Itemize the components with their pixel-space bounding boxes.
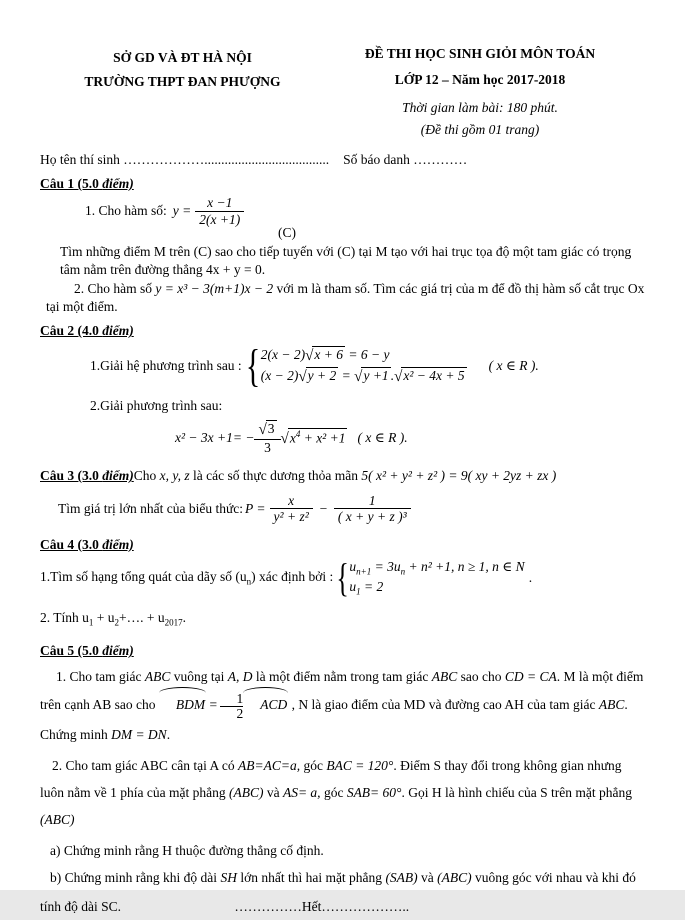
text-run: CD = CA (504, 669, 557, 685)
cau4-item2-c: +…. + u (119, 610, 165, 626)
radical (281, 428, 348, 448)
radicand (288, 428, 348, 447)
text-run: . M là một điểm trên cạnh AB sao cho (40, 669, 644, 713)
candidate-name-label: Họ tên thí sinh ………………..................................... (40, 152, 330, 167)
recurrence-line-1 (349, 559, 524, 577)
cau4-item1-b: ) xác định bởi : (251, 568, 334, 584)
fraction-denominator: 3 (254, 439, 280, 456)
text-run: ABC (431, 669, 458, 685)
sequence-subscript: n (246, 576, 252, 587)
radical (354, 367, 391, 385)
text-run: = (206, 697, 221, 713)
section-cau5 (40, 643, 645, 920)
sqrt-sign: √ (305, 348, 314, 365)
text-run: lớn nhất thì hai mặt phẳng (236, 869, 386, 885)
rhs-b: + n² +1, n ≥ 1, n ∈ N (405, 558, 525, 574)
text-run: 1. Cho tam giác (56, 669, 145, 685)
cau5-heading-label: Câu 5 (5.0 (40, 643, 103, 659)
subscript: n+1 (356, 566, 372, 577)
eq2-lhs: (x − 2) (260, 368, 299, 384)
subscript: 2017 (164, 617, 183, 628)
left-brace: { (336, 554, 350, 600)
fraction-denominator: 2(x +1) (195, 211, 244, 228)
text-run: và (263, 784, 283, 800)
cau1-heading-points: điểm) (102, 176, 134, 191)
sqrt-sign: √ (280, 431, 289, 448)
text-run: ABC (598, 697, 625, 713)
text-run: góc (320, 784, 347, 800)
sqrt-sign: √ (298, 369, 307, 386)
text-run: (ABC) (228, 784, 264, 800)
radical (305, 346, 345, 364)
cau5-part-b-tail: tính độ dài SC. (40, 898, 122, 914)
fraction-numerator: x (288, 492, 295, 508)
cau4-item2 (40, 609, 645, 629)
cau2-item1-label: 1.Giải hệ phương trình sau : (90, 357, 242, 373)
radicand: y +1 (363, 368, 389, 384)
cau3-heading-points: điểm) (102, 468, 134, 484)
text-run: . Chứng minh (40, 697, 628, 742)
cau2-equation-row (175, 420, 645, 455)
cau4-heading (40, 537, 645, 553)
sqrt3-over-3-fraction (254, 420, 280, 455)
eq2-equals: = (338, 368, 355, 384)
radicand: 3 (267, 421, 275, 437)
text-run: DM = DN (111, 726, 167, 742)
text-run: ABC (144, 669, 171, 685)
text-run: ACD (243, 690, 288, 718)
system-lines (261, 346, 467, 385)
text-run: (SAB) (385, 869, 418, 885)
candidate-id-label: Số báo danh ………… (343, 152, 468, 167)
sqrt-sign: √ (258, 422, 267, 439)
sentence-period: . (528, 569, 533, 585)
text-run: AS= a, (282, 784, 321, 800)
subscript: n (400, 566, 406, 577)
cau1-item1-text: Tìm những điểm M trên (C) sao cho tiếp tuyến với (C) tại M tạo với hai trục tọa độ một tam giác có trọng tâm nằm trên đường thẳng 4x + y = 0. (60, 244, 632, 277)
text-run: . Điểm S thay đổi trong không gian nhưng luôn nằm về 1 phía của mặt phẳng (40, 757, 622, 800)
cau1-function-lhs: y = (172, 203, 192, 219)
cau3-condition: 5( x² + y² + z² ) = 9( xy + 2yz + zx ) (361, 468, 557, 484)
text-run: vuông tại (170, 669, 228, 685)
exam-title-block (325, 46, 635, 138)
eq1-lhs: 2(x − 2) (260, 347, 306, 363)
section-cau3 (40, 467, 645, 525)
department-name: SỞ GD VÀ ĐT HÀ NỘI (113, 50, 252, 65)
u: u (349, 579, 357, 595)
cau3-text-a: Cho (133, 468, 160, 484)
text-run: A, D (227, 669, 253, 685)
equation-system (242, 340, 467, 392)
cau2-system-row (40, 340, 645, 392)
radicand: y + 2 (307, 368, 337, 384)
rhs-a: = 3u (371, 558, 401, 574)
system-line-1 (261, 346, 467, 364)
fraction-numerator: 1 (368, 492, 376, 508)
text-run: . Gọi H là hình chiếu của S trên mặt phẳng (401, 784, 633, 800)
radicand-b: + x² +1 (300, 430, 346, 446)
text-run: (ABC) (40, 811, 75, 827)
eq2-dot: . (390, 368, 395, 384)
radicand-exponent: 4 (295, 428, 301, 439)
cau5-part-a: a) Chứng minh rằng H thuộc đường thẳng cố định. (50, 842, 324, 858)
cau1-item2-text (40, 280, 645, 315)
cau3-expression-row (40, 493, 645, 525)
sqrt-sign: √ (394, 369, 403, 386)
section-cau2 (40, 323, 645, 455)
exam-title: ĐỀ THI HỌC SINH GIỎI MÔN TOÁN (364, 46, 596, 61)
cau4-item2-d: . (182, 610, 186, 626)
cau5-item1-text (40, 663, 645, 748)
cau4-item1-row (40, 554, 645, 600)
cau5-heading (40, 643, 645, 659)
equation-lhs: x² − 3x +1= − (175, 429, 255, 445)
issuer-block (40, 46, 325, 95)
fraction-numerator (254, 420, 280, 438)
cau5-heading-points: điểm) (102, 643, 134, 659)
text-run: AB=AC=a, (237, 757, 301, 773)
cau2-heading (40, 323, 645, 339)
text-run: (ABC) (437, 869, 472, 885)
cau5-part-b (40, 864, 645, 891)
grade-year: LỚP 12 – Năm học 2017-2018 (394, 72, 566, 87)
cau4-heading-points: điểm) (102, 536, 134, 552)
cau3-find-label: Tìm giá trị lớn nhất của biểu thức: (58, 500, 244, 516)
cau1-heading (40, 176, 645, 192)
sqrt-sign: √ (354, 369, 363, 386)
cau1-function-fraction (195, 195, 244, 227)
cau4-item2-b: + u (93, 610, 115, 626)
text-run: SH (220, 869, 237, 885)
duration-note: Thời gian làm bài: 180 phút. (402, 100, 558, 115)
text-run: BDM (159, 690, 206, 718)
fraction-denominator: y² + z² (270, 508, 313, 525)
section-cau1 (40, 176, 645, 315)
cau1-item2-b: với m là tham số. Tìm các giá trị của m để đồ thị hàm số cắt trục Ox tại một điểm. (46, 281, 645, 314)
cau3-intro (40, 467, 645, 485)
end-of-exam-marker: ……………Hết……………….. (234, 898, 410, 914)
cau4-item1-a: 1.Tìm số hạng tổng quát của dãy số (u (40, 568, 247, 584)
P-fraction-1 (270, 493, 313, 525)
recurrence-line-2 (349, 579, 524, 597)
cau4-heading-label: Câu 4 (3.0 (40, 536, 103, 552)
radical (394, 367, 467, 385)
text-run: góc (300, 757, 327, 773)
school-name: TRƯỜNG THPT ĐAN PHƯỢNG (84, 74, 281, 90)
text-run: vuông góc với nhau và khi đó (471, 869, 636, 885)
subscript: 1 (356, 587, 361, 598)
candidate-line (40, 152, 645, 168)
text-run: là một điểm nằm trong tam giác (252, 669, 432, 685)
radical (258, 420, 276, 438)
cau3-text-b: là các số thực dương thỏa mãn (189, 468, 362, 484)
eq1-rhs: = 6 − y (345, 347, 390, 363)
text-run: SAB= 60° (346, 784, 402, 800)
cau3-heading (40, 468, 134, 483)
cau1-heading-label: Câu 1 (5.0 (40, 176, 103, 191)
cau1-item1 (40, 195, 645, 227)
cau3-variables: x, y, z (159, 468, 190, 484)
cau2-item2-label: 2.Giải phương trình sau: (90, 397, 223, 413)
domain-note: ( x ∈ R ). (357, 429, 408, 445)
text-run: và (417, 869, 438, 885)
closing-line (40, 893, 645, 920)
cau3-heading-label: Câu 3 (3.0 (40, 468, 103, 484)
fraction-denominator: ( x + y + z )³ (334, 508, 411, 525)
text-run: $\frac{1}{2}$ (220, 692, 243, 721)
pages-note: (Đề thi gồm 01 trang) (420, 122, 540, 137)
system-line-2 (261, 367, 467, 385)
curve-label: (C) (278, 225, 296, 241)
section-cau4 (40, 537, 645, 630)
u: u (349, 558, 357, 574)
subscript: 1 (88, 617, 94, 628)
text-run: . (166, 726, 171, 742)
radical (298, 367, 338, 385)
cau5-item2-text (40, 752, 645, 833)
text-run: sao cho (457, 669, 505, 685)
system-lines (349, 559, 524, 597)
radicand-a: x (289, 430, 296, 446)
value: = 2 (360, 579, 384, 595)
text-run: , N là giao điểm của MD và đường cao AH của tam giác (288, 697, 599, 713)
radicand: x + 6 (314, 347, 344, 363)
cau1-item2-a: 2. Cho hàm số (74, 281, 156, 297)
domain-note: ( x ∈ R ). (488, 357, 539, 373)
recurrence-system (333, 554, 525, 600)
text-run: b) Chứng minh rằng khi độ dài (50, 869, 221, 885)
cau1-item2-formula: y = x³ − 3(m+1)x − 2 (155, 281, 274, 297)
cau1-item1-label: 1. Cho hàm số: (85, 203, 167, 219)
header (40, 46, 645, 138)
P-lhs: P = (245, 500, 266, 516)
cau2-heading-points: điểm) (102, 323, 134, 339)
minus-sign: − (318, 500, 328, 516)
fraction-numerator: x −1 (207, 195, 233, 210)
P-fraction-2 (334, 493, 411, 525)
text-run: 2. Cho tam giác ABC cân tại A có (52, 757, 238, 773)
text-run: BAC = 120° (326, 757, 394, 773)
cau2-heading-label: Câu 2 (4.0 (40, 323, 103, 339)
cau4-item2-a: 2. Tính u (40, 610, 89, 626)
cau4-item1-label (40, 569, 333, 587)
radicand: x² − 4x + 5 (403, 368, 465, 384)
left-brace: { (245, 340, 260, 392)
subscript: 2 (114, 617, 120, 628)
